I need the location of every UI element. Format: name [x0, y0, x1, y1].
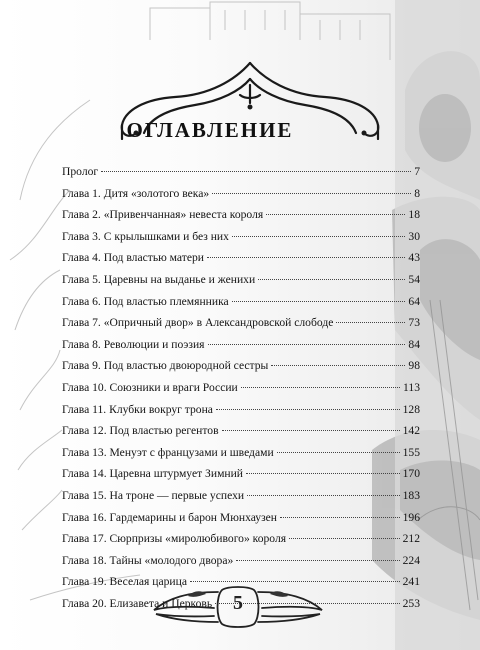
- toc-entry-title: Глава 8. Революции и поэзия: [62, 337, 205, 351]
- dot-leader: [266, 213, 405, 215]
- toc-entry-title: Глава 13. Менуэт с французами и шведами: [62, 445, 274, 459]
- toc-entry-page: 128: [402, 402, 420, 416]
- toc-entry-title: Глава 18. Тайны «молодого двора»: [62, 553, 234, 567]
- toc-entry-page: 18: [408, 208, 420, 222]
- toc-entry-title: Глава 11. Клубки вокруг трона: [62, 402, 213, 416]
- toc-entry-page: 64: [408, 294, 420, 308]
- dot-leader: [212, 192, 411, 194]
- toc-entry-chapter-14[interactable]: [62, 463, 420, 485]
- toc-entry-chapter-7[interactable]: [62, 312, 420, 334]
- toc-entry-page: 183: [402, 488, 420, 502]
- toc-entry-page: 155: [402, 445, 420, 459]
- toc-entry-chapter-5[interactable]: [62, 269, 420, 291]
- page-title: ОГЛАВЛЕНИЕ: [126, 118, 294, 142]
- dot-leader: [232, 300, 406, 302]
- toc-entry-chapter-1[interactable]: [62, 183, 420, 205]
- toc-entry-title: Глава 15. На троне — первые успехи: [62, 488, 245, 502]
- toc-entry-chapter-13[interactable]: [62, 442, 420, 464]
- table-of-contents: [62, 161, 420, 614]
- dot-leader: [277, 451, 400, 453]
- toc-entry-title: Глава 12. Под властью регентов: [62, 424, 219, 438]
- toc-entry-title: Глава 16. Гардемарины и барон Мюнхаузен: [62, 510, 278, 524]
- toc-entry-title: Глава 4. Под властью матери: [62, 251, 204, 265]
- toc-entry-chapter-12[interactable]: [62, 420, 420, 442]
- toc-entry-page: 43: [408, 251, 420, 265]
- toc-entry-page: 170: [402, 467, 420, 481]
- page-number: 5: [233, 592, 243, 614]
- toc-entry-chapter-18[interactable]: [62, 550, 420, 572]
- dot-leader: [101, 170, 411, 172]
- toc-entry-title: Глава 9. Под властью двоюродной сестры: [62, 359, 269, 373]
- toc-entry-prologue[interactable]: [62, 161, 420, 183]
- dot-leader: [289, 537, 400, 539]
- dot-leader: [208, 343, 406, 345]
- toc-entry-chapter-8[interactable]: [62, 334, 420, 356]
- toc-entry-chapter-4[interactable]: [62, 247, 420, 269]
- toc-entry-title: Глава 5. Царевны на выданье и женихи: [62, 272, 256, 286]
- toc-entry-page: 73: [408, 316, 420, 330]
- toc-entry-title: Глава 2. «Привенчанная» невеста короля: [62, 208, 264, 222]
- toc-entry-page: 113: [403, 380, 420, 394]
- toc-entry-page: 241: [402, 575, 420, 589]
- toc-entry-page: 196: [402, 510, 420, 524]
- toc-entry-chapter-2[interactable]: [62, 204, 420, 226]
- toc-entry-title: Глава 14. Царевна штурмует Зимний: [62, 467, 244, 481]
- toc-entry-page: 7: [414, 165, 420, 178]
- toc-entry-title: Глава 17. Сюрпризы «миролюбивого» короля: [62, 532, 287, 546]
- dot-leader: [336, 321, 405, 323]
- toc-entry-page: 98: [408, 359, 420, 373]
- dot-leader: [232, 235, 405, 237]
- toc-entry-chapter-3[interactable]: [62, 226, 420, 248]
- toc-entry-chapter-16[interactable]: [62, 507, 420, 529]
- toc-entry-page: 253: [402, 596, 420, 610]
- toc-entry-chapter-9[interactable]: [62, 355, 420, 377]
- dot-leader: [216, 408, 400, 410]
- dot-leader: [271, 364, 405, 366]
- toc-entry-title: Глава 6. Под властью племянника: [62, 294, 229, 308]
- toc-entry-page: 142: [402, 424, 420, 438]
- toc-entry-page: 224: [402, 553, 420, 567]
- dot-leader: [236, 559, 399, 561]
- toc-entry-page: 30: [408, 229, 420, 243]
- dot-leader: [241, 386, 400, 388]
- dot-leader: [247, 494, 400, 496]
- toc-entry-chapter-11[interactable]: [62, 399, 420, 421]
- toc-entry-page: 84: [408, 337, 420, 351]
- toc-entry-page: 8: [414, 186, 420, 200]
- dot-leader: [222, 429, 400, 431]
- toc-entry-title: Глава 1. Дитя «золотого века»: [62, 186, 210, 200]
- toc-entry-page: 54: [408, 272, 420, 286]
- toc-entry-title: Глава 7. «Опричный двор» в Александровской слободе: [62, 316, 334, 330]
- toc-entry-chapter-6[interactable]: [62, 291, 420, 313]
- toc-entry-title: Глава 19. Веселая царица: [62, 575, 187, 589]
- dot-leader: [258, 278, 405, 280]
- dot-leader: [280, 516, 400, 518]
- dot-leader: [190, 580, 400, 582]
- toc-entry-chapter-10[interactable]: [62, 377, 420, 399]
- toc-entry-title: Пролог: [62, 165, 99, 178]
- toc-entry-page: 212: [402, 532, 420, 546]
- toc-entry-chapter-17[interactable]: [62, 528, 420, 550]
- dot-leader: [246, 472, 400, 474]
- toc-entry-title: Глава 20. Елизавета и Церковь: [62, 596, 213, 610]
- toc-entry-chapter-15[interactable]: [62, 485, 420, 507]
- dot-leader: [207, 256, 405, 258]
- toc-entry-title: Глава 10. Союзники и враги России: [62, 380, 238, 394]
- toc-entry-title: Глава 3. С крылышками и без них: [62, 229, 229, 243]
